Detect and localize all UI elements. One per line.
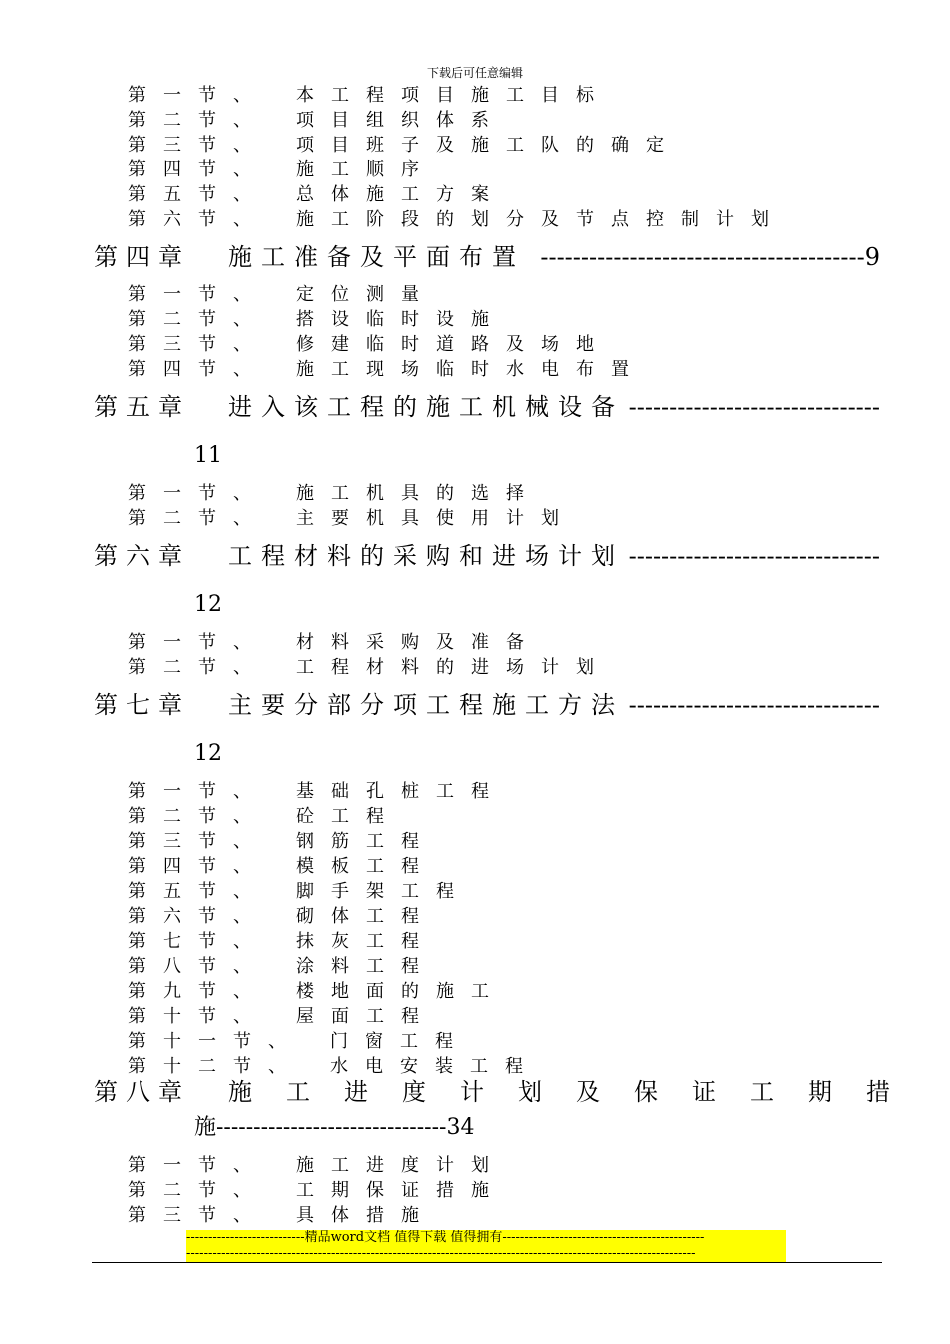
section-title: 楼地面的施工 [296,981,506,1002]
section-number: 第六节、 [128,209,268,230]
section-number: 第九节、 [128,981,268,1002]
toc-section[interactable] [128,930,436,954]
toc-section[interactable] [128,905,436,929]
section-title: 砌体工程 [296,906,436,927]
section-title: 主要机具使用计划 [296,508,576,529]
chapter-page-number: 12 [194,592,222,617]
section-number: 第五节、 [128,881,268,902]
section-title: 屋面工程 [296,1006,436,1027]
section-number: 第四节、 [128,359,268,380]
section-title: 水电安装工程 [330,1056,540,1077]
section-title: 定位测量 [296,284,436,305]
chapter-title: 施工准备及平面布置 [228,243,525,271]
chapter-number: 第七章 [94,691,190,719]
toc-chapter-4[interactable] [94,242,880,272]
toc-section[interactable] [128,208,786,232]
toc-section[interactable] [128,1204,436,1228]
section-number: 第十节、 [128,1006,268,1027]
chapter-page-number: 11 [194,443,222,468]
section-title: 模板工程 [296,856,436,877]
chapter-number: 第八章 [94,1078,190,1106]
section-title: 修建临时道路及场地 [296,334,611,355]
section-number: 第四节、 [128,159,268,180]
section-title: 施工顺序 [296,159,436,180]
section-title: 工期保证措施 [296,1180,506,1201]
chapter-number: 第五章 [94,393,190,421]
toc-chapter-6[interactable] [94,541,880,571]
section-title: 搭设临时设施 [296,309,506,330]
toc-section[interactable] [128,631,541,655]
section-number: 第六节、 [128,906,268,927]
toc-section[interactable] [128,283,436,307]
section-title: 施工阶段的划分及节点控制计划 [296,209,786,230]
chapter-number: 第六章 [94,542,190,570]
toc-section[interactable] [128,980,506,1004]
toc-chapter-5[interactable] [94,392,880,422]
section-number: 第一节、 [128,1155,268,1176]
toc-section[interactable] [128,308,506,332]
section-title: 具体措施 [296,1205,436,1226]
toc-chapter-8[interactable] [94,1077,924,1107]
section-title: 抹灰工程 [296,931,436,952]
chapter-title: 主要分部分项工程施工方法 [228,691,624,719]
section-number: 第一节、 [128,284,268,305]
footer-line-1: ---------------------------精品word文档 值得下载 值得拥有---------------------------------------------- [186,1230,786,1246]
toc-section[interactable] [128,333,611,357]
section-number: 第十二节、 [128,1056,303,1077]
chapter-title: 工程材料的采购和进场计划 [228,542,624,570]
section-number: 第二节、 [128,806,268,827]
chapter-leader: ------------------------------- [628,393,880,421]
chapter-title: 施工进度计划及保证工期措 [228,1078,924,1106]
toc-section[interactable] [128,1005,436,1029]
section-number: 第二节、 [128,508,268,529]
section-title: 涂料工程 [296,956,436,977]
section-number: 第十一节、 [128,1031,303,1052]
section-number: 第一节、 [128,632,268,653]
toc-section[interactable] [128,830,436,854]
section-title: 钢筋工程 [296,831,436,852]
footer-watermark [186,1230,786,1262]
section-number: 第三节、 [128,831,268,852]
chapter-page-number: 12 [194,741,222,766]
section-title: 施工现场临时水电布置 [296,359,646,380]
section-title: 脚手架工程 [296,881,471,902]
toc-section[interactable] [128,84,611,108]
section-title: 材料采购及准备 [296,632,541,653]
section-number: 第二节、 [128,657,268,678]
toc-section[interactable] [128,109,506,133]
section-title: 本工程项目施工目标 [296,85,611,106]
toc-section[interactable] [128,1030,470,1054]
section-number: 第三节、 [128,1205,268,1226]
section-number: 第一节、 [128,85,268,106]
footer-divider [92,1262,882,1263]
section-number: 第三节、 [128,135,268,156]
section-number: 第三节、 [128,334,268,355]
section-title: 总体施工方案 [296,184,506,205]
chapter-number: 第四章 [94,243,190,271]
chapter-title-continued: 施-------------------------------34 [194,1115,475,1140]
toc-section[interactable] [128,358,646,382]
chapter-leader: ------------------------------- [628,691,880,719]
toc-section[interactable] [128,1154,506,1178]
section-number: 第二节、 [128,309,268,330]
toc-section[interactable] [128,158,436,182]
toc-section[interactable] [128,855,436,879]
section-title: 砼工程 [296,806,401,827]
page-header: 下载后可任意编辑 [426,66,523,80]
section-number: 第五节、 [128,184,268,205]
section-number: 第七节、 [128,931,268,952]
section-title: 基础孔桩工程 [296,781,506,802]
section-number: 第二节、 [128,1180,268,1201]
section-title: 项目班子及施工队的确定 [296,135,681,156]
section-title: 工程材料的进场计划 [296,657,611,678]
toc-section[interactable] [128,183,506,207]
section-number: 第二节、 [128,110,268,131]
footer-line-2: -------------------------------------------------------------------------------------------------------------------- [186,1246,786,1262]
chapter-leader: ------------------------------- [628,542,880,570]
section-number: 第八节、 [128,956,268,977]
toc-section[interactable] [128,880,471,904]
toc-section[interactable] [128,780,506,804]
toc-chapter-7[interactable] [94,690,880,720]
section-title: 施工进度计划 [296,1155,506,1176]
toc-section[interactable] [128,1055,540,1079]
toc-section[interactable] [128,507,576,531]
toc-section[interactable] [128,656,611,680]
chapter-leader-page: ----------------------------------------9 [540,243,880,271]
section-title: 项目组织体系 [296,110,506,131]
toc-section[interactable] [128,134,681,158]
toc-section[interactable] [128,1179,506,1203]
toc-section[interactable] [128,805,401,829]
section-number: 第四节、 [128,856,268,877]
toc-section[interactable] [128,482,541,506]
toc-section[interactable] [128,955,436,979]
section-number: 第一节、 [128,781,268,802]
section-title: 门窗工程 [330,1031,470,1052]
section-title: 施工机具的选择 [296,483,541,504]
chapter-title: 进入该工程的施工机械设备 [228,393,624,421]
section-number: 第一节、 [128,483,268,504]
